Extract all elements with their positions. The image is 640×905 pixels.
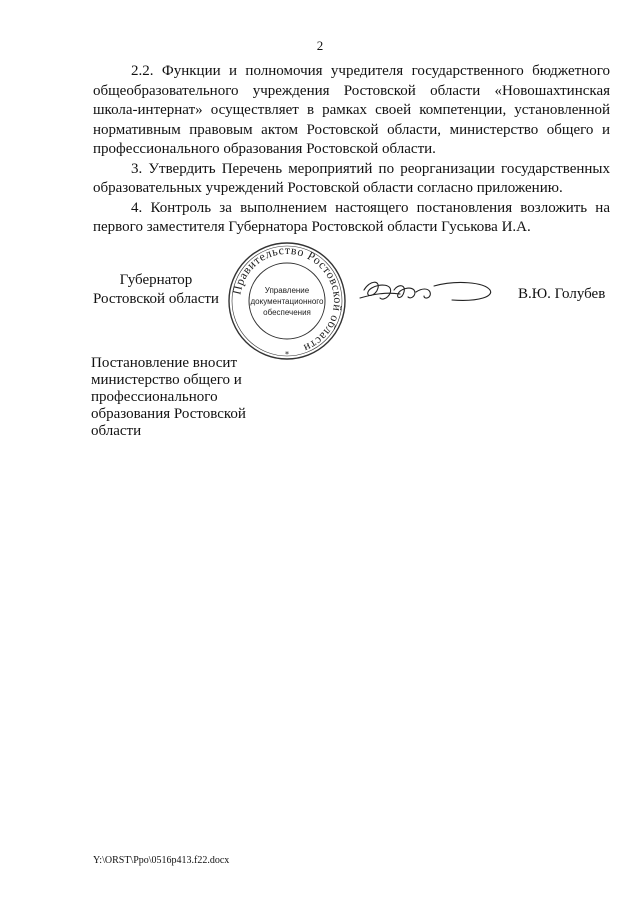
handwritten-signature [356, 272, 496, 312]
sender-note: Постановление вносит министерство общего и профессионального образования Ростовской области [91, 355, 246, 439]
paragraph-4: 4. Контроль за выполнением настоящего постановления возложить на первого заместителя Губернатора Ростовской области Гуськова И.А. [93, 199, 610, 235]
document-body [93, 62, 610, 238]
page-number: 2 [316, 38, 324, 53]
stamp-inner-line3: обеспечения [263, 308, 311, 317]
signatory-title [93, 271, 219, 309]
stamp-inner-line1: Управление [264, 286, 310, 295]
signatory-title-line1: Губернатор [119, 272, 193, 288]
signatory-title-line2: Ростовской области [93, 291, 219, 307]
paragraph-3: 3. Утвердить Перечень мероприятий по реорганизации государственных образовательных учреждений Ростовской области согласно приложению. [93, 160, 610, 196]
stamp-star-icon: * [285, 350, 289, 359]
stamp-inner-line2: документационного [250, 297, 324, 306]
file-path-footer: Y:\ORST\Ppo\0516p413.f22.docx [93, 855, 230, 866]
paragraph-2-2: 2.2. Функции и полномочия учредителя государственного бюджетного общеобразовательного учреждения Ростовской области «Новошахтинская школа-интернат» осуществляет в рамках своей компетенции, установленной нормативным правовым актом Ростовской области, министерство общего и профессионального образования Ростовской области. [93, 63, 610, 157]
signatory-name: В.Ю. Голубев [518, 286, 606, 302]
official-stamp [226, 240, 348, 362]
stamp-outer-text: Правительство Ростовской области [229, 242, 346, 356]
